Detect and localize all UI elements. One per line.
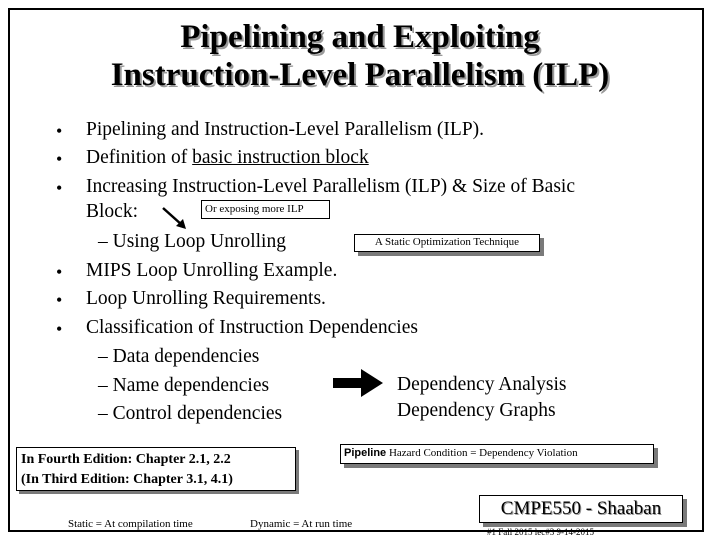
bullet-marker: • [56, 290, 63, 310]
footer-slide-info: #1 Fall 2015 lec#3 9-14-2015 [487, 527, 594, 537]
course-badge [479, 495, 683, 523]
bullet-basic-block [86, 146, 369, 170]
bullet-mips-example: MIPS Loop Unrolling Example. [86, 260, 338, 281]
name-dependencies-text: Name dependencies [112, 375, 270, 396]
dynamic-note: Dynamic = At run time [250, 518, 353, 530]
bullet-increasing-ilp-cont: Block: [86, 201, 138, 222]
title-line-2: Instruction-Level Parallelism (ILP) [110, 57, 610, 93]
bullet-marker: • [56, 262, 63, 282]
callout-arrow [160, 205, 190, 231]
bullet-pipelining: Pipelining and Instruction-Level Parallelism (ILP). [86, 119, 485, 140]
dependency-graphs: Dependency Graphs [397, 400, 556, 421]
sub-using-loop-unrolling-text: Using Loop Unrolling [112, 231, 286, 252]
bullet-classification: Classification of Instruction Dependencies [86, 317, 418, 338]
dash-marker: – [98, 375, 108, 396]
sub-control-dependencies [98, 402, 282, 426]
control-dependencies-text: Control dependencies [112, 403, 283, 424]
bullet-marker: • [56, 319, 63, 339]
pipeline-word: Pipeline [344, 447, 387, 459]
bullet-marker: • [56, 121, 63, 141]
dash-marker: – [98, 346, 108, 367]
sub-using-loop-unrolling [98, 230, 286, 254]
dash-marker: – [98, 231, 108, 252]
sub-name-dependencies [98, 374, 269, 398]
exposing-ilp-callout: Or exposing more ILP [201, 200, 330, 219]
hazard-callout [340, 444, 654, 464]
course-name: CMPE550 - Shaaban [500, 498, 662, 519]
edition-third: (In Third Edition: Chapter 3.1, 4.1) [21, 472, 233, 487]
edition-fourth: In Fourth Edition: Chapter 2.1, 2.2 [21, 452, 231, 467]
title-line-1: Pipelining and Exploiting [180, 19, 540, 55]
sub-data-dependencies [98, 345, 259, 369]
bullet-marker: • [56, 149, 63, 169]
right-arrow-icon [333, 369, 385, 397]
bullet-loop-requirements: Loop Unrolling Requirements. [86, 288, 326, 309]
bullet-marker: • [56, 178, 63, 198]
edition-box [16, 447, 296, 491]
slide-title [0, 18, 720, 94]
bullet-basic-block-prefix: Definition of [86, 147, 193, 168]
bullet-increasing-ilp: Increasing Instruction-Level Parallelism (ILP) & Size of Basic [86, 176, 575, 197]
dependency-analysis: Dependency Analysis [397, 374, 567, 395]
dash-marker: – [98, 403, 108, 424]
basic-instruction-block-link: basic instruction block [192, 147, 369, 168]
static-note: Static = At compilation time [68, 518, 193, 530]
data-dependencies-text: Data dependencies [112, 346, 260, 367]
hazard-text: Hazard Condition = Dependency Violation [388, 447, 578, 459]
static-optimization-callout: A Static Optimization Technique [354, 234, 540, 252]
